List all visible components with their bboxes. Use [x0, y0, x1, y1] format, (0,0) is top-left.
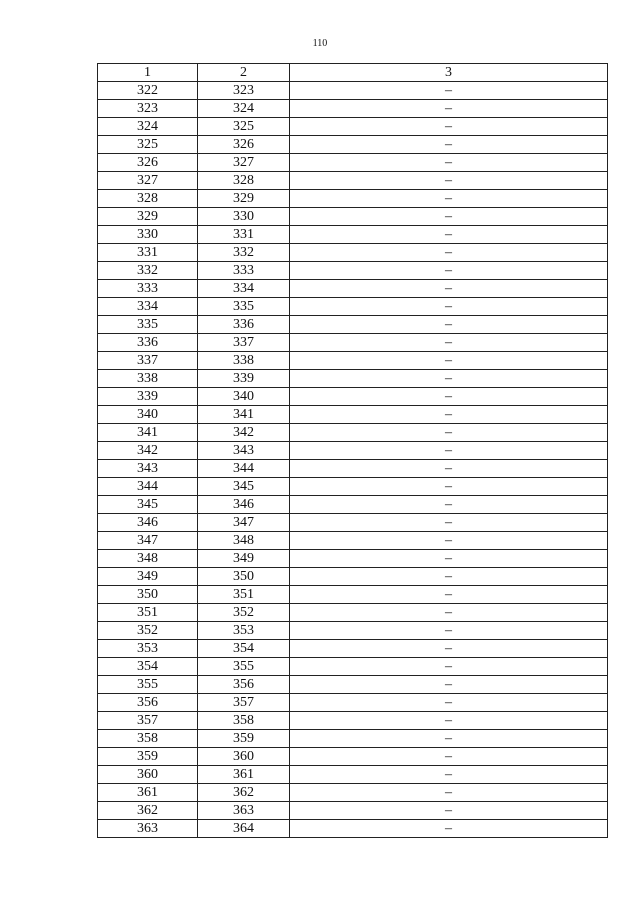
table-cell-col-1: 353	[98, 640, 198, 658]
table-cell-col-1: 333	[98, 280, 198, 298]
table-cell-col-3: –	[290, 694, 608, 712]
table-cell-col-2: 329	[198, 190, 290, 208]
table-cell-col-1: 363	[98, 820, 198, 838]
table-cell-col-2: 333	[198, 262, 290, 280]
table-cell-col-1: 339	[98, 388, 198, 406]
table-row	[98, 712, 608, 730]
table-cell-col-1: 342	[98, 442, 198, 460]
table-cell-col-3: –	[290, 820, 608, 838]
table-cell-col-2: 358	[198, 712, 290, 730]
table-cell-col-2: 352	[198, 604, 290, 622]
table-cell-col-2: 349	[198, 550, 290, 568]
column-header-3: 3	[290, 64, 608, 82]
table-cell-col-3: –	[290, 622, 608, 640]
table-row	[98, 388, 608, 406]
table-cell-col-1: 352	[98, 622, 198, 640]
table-row	[98, 118, 608, 136]
table-cell-col-2: 348	[198, 532, 290, 550]
table-cell-col-3: –	[290, 676, 608, 694]
table-cell-col-1: 338	[98, 370, 198, 388]
table-cell-col-2: 337	[198, 334, 290, 352]
table-cell-col-1: 346	[98, 514, 198, 532]
table-cell-col-3: –	[290, 118, 608, 136]
table-cell-col-3: –	[290, 208, 608, 226]
table-row	[98, 820, 608, 838]
table-row	[98, 730, 608, 748]
table-cell-col-1: 362	[98, 802, 198, 820]
table-cell-col-2: 326	[198, 136, 290, 154]
table-cell-col-1: 332	[98, 262, 198, 280]
table-row	[98, 154, 608, 172]
table-cell-col-2: 338	[198, 352, 290, 370]
table-cell-col-2: 323	[198, 82, 290, 100]
table-cell-col-3: –	[290, 154, 608, 172]
table-cell-col-2: 351	[198, 586, 290, 604]
table-cell-col-3: –	[290, 370, 608, 388]
table-cell-col-1: 331	[98, 244, 198, 262]
table-row	[98, 478, 608, 496]
table-row	[98, 406, 608, 424]
table-row	[98, 136, 608, 154]
table-cell-col-2: 332	[198, 244, 290, 262]
table-row	[98, 208, 608, 226]
table-cell-col-1: 325	[98, 136, 198, 154]
table-cell-col-3: –	[290, 424, 608, 442]
table-cell-col-3: –	[290, 100, 608, 118]
table-cell-col-3: –	[290, 316, 608, 334]
table-row	[98, 802, 608, 820]
table-row	[98, 226, 608, 244]
data-table	[97, 63, 608, 838]
table-cell-col-3: –	[290, 748, 608, 766]
table-cell-col-3: –	[290, 280, 608, 298]
table-cell-col-3: –	[290, 406, 608, 424]
table-cell-col-1: 337	[98, 352, 198, 370]
table-cell-col-3: –	[290, 442, 608, 460]
table-cell-col-1: 343	[98, 460, 198, 478]
table-cell-col-1: 322	[98, 82, 198, 100]
table-cell-col-2: 341	[198, 406, 290, 424]
table-cell-col-2: 340	[198, 388, 290, 406]
header-row	[98, 64, 608, 82]
table-row	[98, 352, 608, 370]
table-row	[98, 694, 608, 712]
table-cell-col-3: –	[290, 298, 608, 316]
table-cell-col-1: 354	[98, 658, 198, 676]
table-cell-col-1: 357	[98, 712, 198, 730]
page-number: 110	[312, 38, 328, 49]
table-cell-col-3: –	[290, 730, 608, 748]
table-cell-col-3: –	[290, 82, 608, 100]
table-row	[98, 82, 608, 100]
table-body	[98, 82, 608, 838]
column-header-2: 2	[198, 64, 290, 82]
table-row	[98, 280, 608, 298]
table-cell-col-2: 339	[198, 370, 290, 388]
table-cell-col-2: 331	[198, 226, 290, 244]
table-row	[98, 586, 608, 604]
table-row	[98, 550, 608, 568]
table-cell-col-1: 344	[98, 478, 198, 496]
table-row	[98, 262, 608, 280]
table-row	[98, 568, 608, 586]
table-cell-col-2: 324	[198, 100, 290, 118]
table-cell-col-2: 363	[198, 802, 290, 820]
table-cell-col-3: –	[290, 496, 608, 514]
table-row	[98, 100, 608, 118]
table-cell-col-2: 356	[198, 676, 290, 694]
table-cell-col-1: 350	[98, 586, 198, 604]
table-cell-col-2: 347	[198, 514, 290, 532]
table-cell-col-3: –	[290, 136, 608, 154]
table-cell-col-3: –	[290, 244, 608, 262]
table-row	[98, 460, 608, 478]
table-cell-col-3: –	[290, 550, 608, 568]
table-cell-col-3: –	[290, 784, 608, 802]
table-cell-col-3: –	[290, 532, 608, 550]
table-header	[98, 64, 608, 82]
table-cell-col-3: –	[290, 478, 608, 496]
table-row	[98, 658, 608, 676]
table-cell-col-2: 362	[198, 784, 290, 802]
table-cell-col-1: 324	[98, 118, 198, 136]
table-cell-col-3: –	[290, 190, 608, 208]
table-row	[98, 676, 608, 694]
table-cell-col-2: 360	[198, 748, 290, 766]
table-cell-col-3: –	[290, 262, 608, 280]
table-cell-col-1: 327	[98, 172, 198, 190]
table-cell-col-1: 351	[98, 604, 198, 622]
table-cell-col-1: 328	[98, 190, 198, 208]
table-row	[98, 442, 608, 460]
table-cell-col-1: 356	[98, 694, 198, 712]
table-cell-col-2: 350	[198, 568, 290, 586]
table-row	[98, 496, 608, 514]
table-row	[98, 244, 608, 262]
table-cell-col-1: 340	[98, 406, 198, 424]
table-cell-col-3: –	[290, 352, 608, 370]
table-cell-col-3: –	[290, 226, 608, 244]
table-cell-col-1: 349	[98, 568, 198, 586]
table-cell-col-3: –	[290, 586, 608, 604]
table-cell-col-3: –	[290, 568, 608, 586]
table-cell-col-1: 360	[98, 766, 198, 784]
table-cell-col-3: –	[290, 514, 608, 532]
table-cell-col-2: 336	[198, 316, 290, 334]
table-cell-col-2: 344	[198, 460, 290, 478]
table-cell-col-3: –	[290, 388, 608, 406]
table-cell-col-2: 364	[198, 820, 290, 838]
table-cell-col-1: 323	[98, 100, 198, 118]
table-cell-col-2: 327	[198, 154, 290, 172]
table-cell-col-1: 345	[98, 496, 198, 514]
table-row	[98, 370, 608, 388]
table-cell-col-3: –	[290, 766, 608, 784]
table-cell-col-3: –	[290, 460, 608, 478]
table-row	[98, 316, 608, 334]
table-row	[98, 334, 608, 352]
table-cell-col-2: 342	[198, 424, 290, 442]
table-cell-col-2: 359	[198, 730, 290, 748]
table-cell-col-3: –	[290, 640, 608, 658]
column-header-1: 1	[98, 64, 198, 82]
table-cell-col-3: –	[290, 334, 608, 352]
table-row	[98, 514, 608, 532]
table-cell-col-1: 341	[98, 424, 198, 442]
table-cell-col-1: 358	[98, 730, 198, 748]
table-cell-col-1: 359	[98, 748, 198, 766]
table-cell-col-2: 353	[198, 622, 290, 640]
table-row	[98, 190, 608, 208]
table-cell-col-2: 325	[198, 118, 290, 136]
table-row	[98, 424, 608, 442]
table-cell-col-1: 347	[98, 532, 198, 550]
table-cell-col-2: 355	[198, 658, 290, 676]
table-cell-col-2: 343	[198, 442, 290, 460]
table-row	[98, 622, 608, 640]
table-cell-col-1: 334	[98, 298, 198, 316]
table-cell-col-2: 361	[198, 766, 290, 784]
table-cell-col-1: 355	[98, 676, 198, 694]
table-cell-col-1: 335	[98, 316, 198, 334]
table-cell-col-2: 335	[198, 298, 290, 316]
table-cell-col-2: 330	[198, 208, 290, 226]
table-row	[98, 748, 608, 766]
table-cell-col-1: 329	[98, 208, 198, 226]
table-cell-col-1: 336	[98, 334, 198, 352]
table-cell-col-1: 361	[98, 784, 198, 802]
table-cell-col-1: 326	[98, 154, 198, 172]
table-cell-col-2: 334	[198, 280, 290, 298]
table-cell-col-2: 328	[198, 172, 290, 190]
table-cell-col-1: 348	[98, 550, 198, 568]
table-cell-col-3: –	[290, 604, 608, 622]
table-cell-col-2: 357	[198, 694, 290, 712]
table-row	[98, 766, 608, 784]
table-cell-col-2: 345	[198, 478, 290, 496]
table-row	[98, 532, 608, 550]
table-row	[98, 604, 608, 622]
table-cell-col-2: 346	[198, 496, 290, 514]
table-row	[98, 298, 608, 316]
table-cell-col-3: –	[290, 658, 608, 676]
table-cell-col-1: 330	[98, 226, 198, 244]
table-cell-col-3: –	[290, 172, 608, 190]
table-row	[98, 640, 608, 658]
table-cell-col-3: –	[290, 712, 608, 730]
table-row	[98, 784, 608, 802]
table-cell-col-2: 354	[198, 640, 290, 658]
table-row	[98, 172, 608, 190]
table-cell-col-3: –	[290, 802, 608, 820]
